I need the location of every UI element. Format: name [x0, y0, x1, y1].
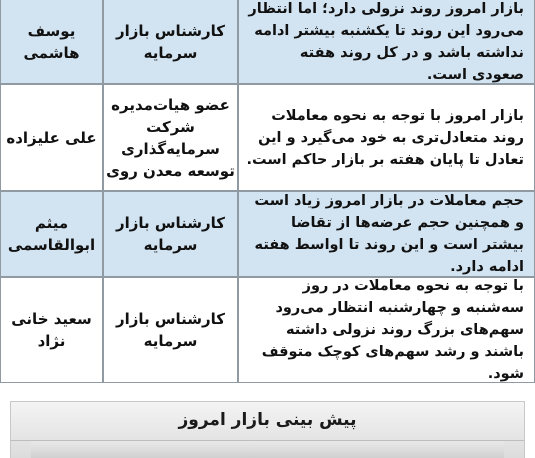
table-row — [0, 277, 535, 383]
table-row — [0, 84, 535, 191]
analyst-view: بازار امروز با توجه به نحوه معاملات روند متعادل‌تری به خود می‌گیرد و این تعادل تا پایان هفته بر بازار حاکم است. — [238, 84, 535, 191]
table-row — [0, 0, 535, 84]
analyst-name: میثم ابوالقاسمی — [0, 191, 103, 277]
analyst-role: عضو هیات‌مدیره شرکت سرمایه‌گذاری توسعه معدن روی — [103, 84, 238, 191]
analyst-name: یوسف هاشمی — [0, 0, 103, 84]
table-row — [0, 191, 535, 277]
analyst-view: حجم معاملات در بازار امروز زیاد است و همچنین حجم عرضه‌ها از تقاضا بیشتر است و این روند تا اواسط هفته ادامه دارد. — [238, 191, 535, 277]
analyst-name: سعید خانی نژاد — [0, 277, 103, 383]
analyst-role: کارشناس بازار سرمایه — [103, 191, 238, 277]
analyst-role: کارشناس بازار سرمایه — [103, 277, 238, 383]
panel-title: پیش بینی بازار امروز — [178, 410, 357, 430]
analyst-view: بازار امروز روند نزولی دارد؛ اما انتظار می‌رود این روند تا یکشنبه بیشتر ادامه نداشته باشد و در کل روند هفته صعودی است. — [238, 0, 535, 84]
analyst-role: کارشناس بازار سرمایه — [103, 0, 238, 84]
analyst-view: با توجه به نحوه معاملات در روز سه‌شنبه و چهارشنبه انتظار می‌رود سهم‌های بزرگ روند نزولی داشته باشند و رشد سهم‌های کوچک متوقف شود. — [238, 277, 535, 383]
analyst-name: علی علیزاده — [0, 84, 103, 191]
panel-body — [31, 441, 504, 458]
forecast-panel — [10, 401, 525, 458]
